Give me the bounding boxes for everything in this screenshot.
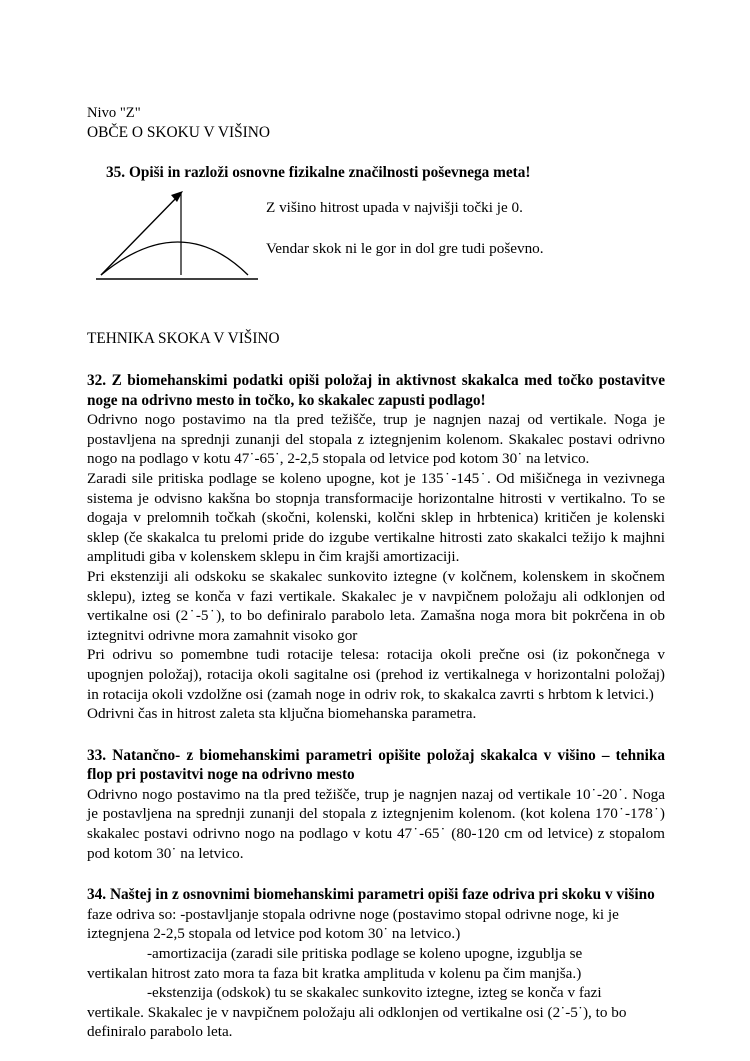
section-title: TEHNIKA SKOKA V VIŠINO bbox=[87, 330, 280, 347]
section-34-item-2-continuation: vertikale. Skakalec je v navpičnem položaju ali odklonjen od vertikalne osi (2˙-5˙), to bo definiralo parabolo leta. bbox=[87, 1003, 627, 1041]
section-32-paragraph-3: Pri ekstenziji ali odskoku se skakalec sunkovito iztegne (v kolčnem, kolenskem in skočnem sklepu), izteg se konča v fazi vertikale. Skakalec je v navpičnem položaju ali odklonjen od vertikalne osi (2˙-5˙), to bo definiralo parabolo leta. Zamašna noga mora bit pokrčena in ob iztegnitvi odrivne mora zamahnit visoko gor bbox=[87, 567, 665, 644]
diagram-caption-line-1: Z višino hitrost upada v najvišji točki je 0. bbox=[266, 199, 523, 216]
section-33-paragraph-1: Odrivno nogo postavimo na tla pred težišče, trup je nagnjen nazaj od vertikale 10˙-20˙. Noga je postavljena na sprednji zunanji del stopala z iztegnjenim kolenom. (kot kolena 170˙-178˙) skakalec postavi odrivno nogo na podlago v kotu 47˙-65˙ (80-120 cm od letvice) z stopalom pod kotom 30˙ na letvico. bbox=[87, 785, 665, 862]
question-35-heading: 35. Opiši in razloži osnovne fizikalne značilnosti poševnega meta! bbox=[106, 164, 531, 181]
projectile-motion-diagram bbox=[93, 191, 263, 291]
section-32-paragraph-5: Odrivni čas in hitrost zaleta sta ključna biomehanska parametra. bbox=[87, 705, 477, 723]
section-34-item-1-continuation: vertikalan hitrost zato mora ta faza bit kratka amplituda v kolenu pa čim manjša.) bbox=[87, 964, 582, 982]
velocity-arrow-shaft bbox=[101, 193, 181, 275]
section-32-paragraph-4: Pri odrivu so pomembne tudi rotacije telesa: rotacija okoli prečne osi (iz pokončnega v upognjen položaj), rotacija okoli sagitalne osi (prehod iz vertikalnega v horizontalni položaj) in rotacija okoli vzdolžne osi (zamah noge in odriv rok, to skakalca zavrti s hrbtom k letvici.) bbox=[87, 646, 665, 703]
section-32-paragraph-1: Odrivno nogo postavimo na tla pred težišče, trup je nagnjen nazaj od vertikale. Noga je postavljena na sprednji zunanji del stopala z iztegnjenim kolenom. Skakalec postavi odrivno nogo na podlago v kotu 47˙-65˙, 2-2,5 stopala od letvice pod kotom 30˙ na letvico. bbox=[87, 411, 665, 468]
diagram-caption-line-2: Vendar skok ni le gor in dol gre tudi poševno. bbox=[266, 239, 544, 257]
section-32-heading: 32. Z biomehanskimi podatki opiši položaj in aktivnost skakalca med točko postavitve noge na odrivno mesto in točko, ko skakalec zapusti podlago! bbox=[87, 372, 665, 409]
section-34-item-2-text: -ekstenzija (odskok) tu se skakalec sunkovito iztegne, izteg se konča v fazi bbox=[147, 984, 602, 1002]
level-label: Nivo "Z" bbox=[87, 105, 141, 121]
section-34-item-1 bbox=[87, 944, 665, 964]
section-34-item-1-text: -amortizacija (zaradi sile pritiska podlage se koleno upogne, izgublja se bbox=[147, 945, 583, 963]
diagram-caption-block bbox=[266, 198, 666, 258]
document-subtitle: OBČE O SKOKU V VIŠINO bbox=[87, 124, 271, 141]
section-34-item-2 bbox=[87, 983, 665, 1003]
section-34-paragraph-1: faze odriva so: -postavljanje stopala odrivne noge (postavimo stopal odrivne noge, ki je iztegnjena 2-2,5 stopala od letvice pod kotom 30˙ na letvico.) bbox=[87, 905, 619, 943]
section-33-heading: 33. Natančno- z biomehanskimi parametri opišite položaj skakalca v višino – tehnika flop pri postavitvi noge na odrivno mesto bbox=[87, 746, 665, 784]
section-34-heading: 34. Naštej in z osnovnimi biomehanskimi parametri opiši faze odriva pri skoku v višino bbox=[87, 886, 655, 904]
section-32-paragraph-2: Zaradi sile pritiska podlage se koleno upogne, kot je 135˙-145˙. Od mišičnega in vezivnega sistema je odvisno kakšna bo stopnja transformacije horizontalne hitrosti v vertikalno. To se dogaja v prelomnih točkah (skočni, kolenski, kolčni sklep in hrbtenica) kritičen je kolenski sklep (če skakalca tu prelomi pride do izgube vertikalne hitrosti zato skakalci težijo k majhni amplitudi giba v kolenskem sklepu in čim krajši amortizaciji. bbox=[87, 469, 665, 566]
projectile-diagram-row bbox=[87, 191, 665, 293]
document-content bbox=[87, 104, 665, 1042]
parabola-curve bbox=[101, 242, 248, 275]
